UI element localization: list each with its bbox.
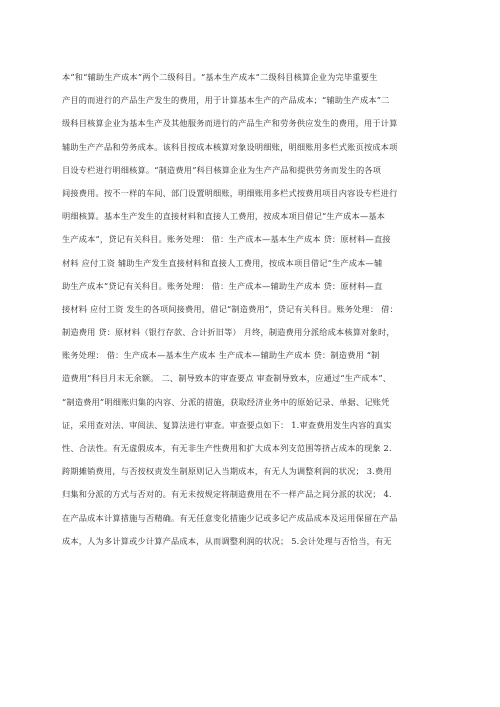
text-line: 跨期摊销费用，与否按权责发生制原则记入当期成本，有无人为调整利润的状况； 3.费用 [62, 466, 392, 477]
text-line: 证，采用查对法、审阅法、复算法进行审查。审查要点如下： 1.审查费用发生内容的真实 [62, 419, 392, 430]
text-line: 性、合法性。有无虚假成本，有无非生产性费用和扩大成本列支范围等挤占成本的现象 2. [62, 443, 392, 453]
text-line: 本”和“辅助生产成本”两个二级科目。“基本生产成本”二级科目核算企业为完毕重要生 [62, 72, 378, 82]
text-line: 材料 应付工资 辅助生产发生直接材料和直接人工费用，按成本项目借记“生产成本—辅 [62, 257, 383, 268]
text-line: 归集和分派的方式与否对的。有无未按规定将制造费用在不一样产品之间分派的状况； 4. [62, 489, 392, 500]
text-line: 产目的而进行的产品生产发生的费用，用于计算基本生产的产品成本；“辅助生产成本”二 [62, 95, 390, 106]
text-line: “制造费用”明细账归集的内容、分派的措施，获取经济业务中的原始记录、单据、记账凭 [62, 396, 390, 407]
text-line: 制造费用 贷：原材料（银行存款、合计折旧等） 月终，制造费用分派给成本核算对象时， [62, 327, 395, 338]
text-line: 生产成本”，贷记有关科目。账务处理： 借：生产成本—基本生产成本 贷：原材料—直接 [62, 234, 391, 245]
text-line: 间接费用。按不一样的车间、部门设置明细账，明细账用多栏式按费用项目内容设专栏进行 [62, 187, 398, 198]
text-line: 账务处理： 借：生产成本—基本生产成本 生产成本—辅助生产成本 贷：制造费用 “制 [62, 350, 380, 361]
text-line: 明细核算。基本生产发生的直接材料和直接人工费用，按成本项目借记“生产成本—基本 [62, 211, 386, 222]
text-line: 助生产成本”贷记有关科目。账务处理： 借：生产成本—辅助生产成本 贷：原材料—直 [62, 280, 383, 291]
text-line: 造费用”科目月末无余额。 二、制导致本的审查要点 审查制导致本，应通过“生产成本”、 [62, 373, 392, 384]
text-line: 目设专栏进行明细核算。“制造费用”科目核算企业为生产产品和提供劳务而发生的各项 [62, 164, 382, 175]
text-line: 级科目核算企业为基本生产及其他服务而进行的产品生产和劳务供应发生的费用，用于计算 [62, 118, 398, 129]
text-line: 辅助生产产品和劳务成本。该科目按成本核算对象设明细账，明细账用多栏式账页按成本项 [62, 141, 398, 152]
body-text [62, 66, 444, 553]
text-line: 在产品成本计算措施与否精确。有无任意变化措施少记或多记产成品成本及运用保留在产品 [62, 512, 398, 523]
text-line: 接材料 应付工资 发生的各项间接费用，借记“制造费用”，贷记有关科目。账务处理： 借： [62, 303, 398, 314]
text-line: 成本，人为多计算或少计算产品成本，从而调整利润的状况； 5.会计处理与否恰当，有无 [62, 535, 392, 546]
